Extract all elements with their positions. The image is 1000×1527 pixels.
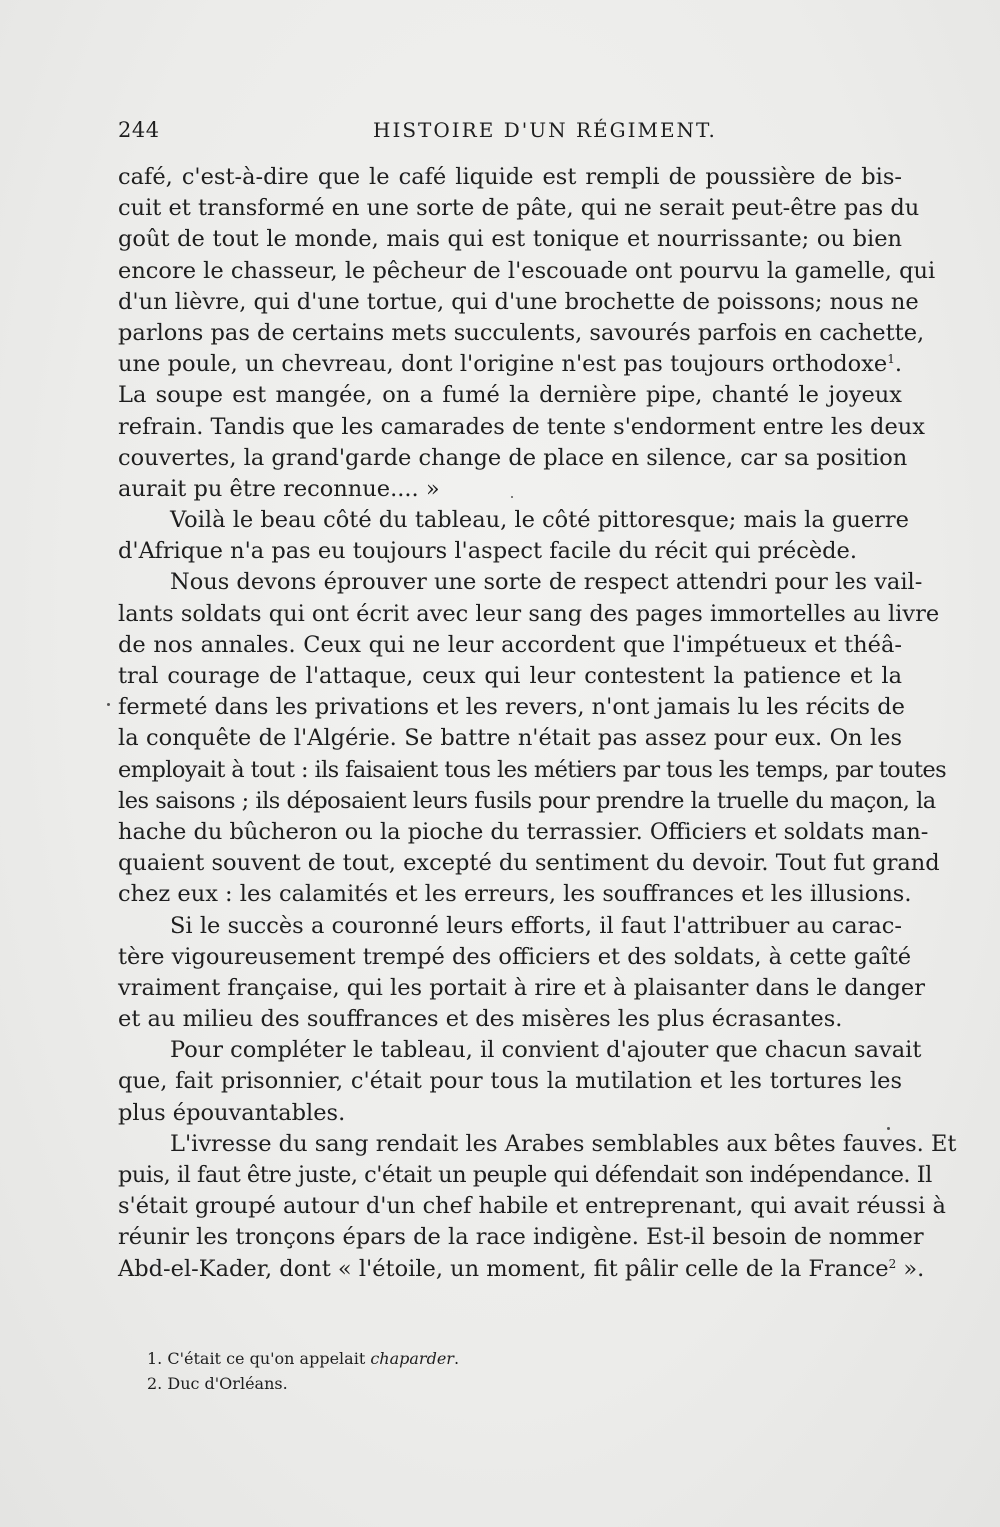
text-line-with-footnote-2 xyxy=(118,1254,925,1285)
text-line: cuit et transformé en une sorte de pâte, qui ne serait peut-être pas du xyxy=(118,195,920,222)
text-line: les saisons ; ils déposaient leurs fusils pour prendre la truelle du maçon, la xyxy=(118,787,936,814)
text-line: vraiment française, qui les portait à rire et à plaisanter dans le danger xyxy=(118,974,925,1001)
footnote-2 xyxy=(147,1371,847,1396)
text-line: lants soldats qui ont écrit avec leur sang des pages immortelles au livre xyxy=(118,600,940,627)
text-line-content: une poule, un chevreau, dont l'origine n'est pas toujours orthodoxe xyxy=(118,351,888,378)
footnote-1-text: C'était ce qu'on appelait xyxy=(167,1349,366,1368)
text-line: d'un lièvre, qui d'une tortue, qui d'une brochette de poissons; nous ne xyxy=(118,288,919,315)
text-line-content: Abd-el-Kader, dont « l'étoile, un moment, fit pâlir celle de la France xyxy=(118,1255,889,1282)
footnote-ref-1: 1 xyxy=(887,352,895,367)
text-line: La soupe est mangée, on a fumé la dernière pipe, chanté le joyeux xyxy=(118,382,902,409)
page-number: 244 xyxy=(118,118,160,142)
running-head xyxy=(118,118,898,150)
text-line: couvertes, la grand'garde change de place en silence, car sa position xyxy=(118,444,908,471)
footnote-1-italic: chaparder xyxy=(370,1349,454,1368)
text-line: aurait pu être reconnue.... » xyxy=(118,475,440,502)
paper-speck xyxy=(887,1127,890,1130)
paragraph-start: Si le succès a couronné leurs efforts, il faut l'attribuer au carac- xyxy=(170,912,902,939)
body-text xyxy=(118,162,957,1285)
footnote-2-number: 2. xyxy=(147,1374,163,1393)
text-line: puis, il faut être juste, c'était un peuple qui défendait son indépendance. Il xyxy=(118,1162,932,1188)
footnote-ref-1-trailing: . xyxy=(894,351,902,378)
text-line-with-footnote-1 xyxy=(118,349,902,380)
text-line: réunir les tronçons épars de la race indigène. Est-il besoin de nommer xyxy=(118,1224,924,1251)
footnotes xyxy=(147,1346,847,1396)
text-line: goût de tout le monde, mais qui est tonique et nourrissante; ou bien xyxy=(118,226,902,253)
text-line: refrain. Tandis que les camarades de tente s'endorment entre les deux xyxy=(118,413,925,440)
footnote-1-number: 1. xyxy=(147,1349,163,1368)
text-line: que, fait prisonnier, c'était pour tous la mutilation et les tortures les xyxy=(118,1068,902,1095)
text-line: tère vigoureusement trempé des officiers et des soldats, à cette gaîté xyxy=(118,943,912,970)
text-line: chez eux : les calamités et les erreurs, les souffrances et les illusions. xyxy=(118,881,912,908)
paragraph-start: L'ivresse du sang rendait les Arabes semblables aux bêtes fauves. Et xyxy=(170,1130,957,1157)
paper-speck xyxy=(107,703,110,706)
footnote-ref-2: 2 xyxy=(888,1256,897,1271)
footnote-2-text: Duc d'Orléans. xyxy=(167,1374,288,1393)
text-line: tral courage de l'attaque, ceux qui leur contestent la patience et la xyxy=(118,663,902,689)
paragraph-start: Voilà le beau côté du tableau, le côté pittoresque; mais la guerre xyxy=(170,507,909,534)
paragraph-start: Nous devons éprouver une sorte de respect attendri pour les vail- xyxy=(170,569,923,596)
footnote-1-end: . xyxy=(453,1349,460,1368)
footnote-ref-2-trailing: ». xyxy=(896,1255,925,1282)
text-line: et au milieu des souffrances et des misères les plus écrasantes. xyxy=(118,1006,843,1033)
text-line: parlons pas de certains mets succulents, savourés parfois en cachette, xyxy=(118,319,925,346)
text-line: encore le chasseur, le pêcheur de l'escouade ont pourvu la gamelle, qui xyxy=(118,257,936,284)
text-line: hache du bûcheron ou la pioche du terrassier. Officiers et soldats man- xyxy=(118,818,929,845)
text-line: plus épouvantables. xyxy=(118,1099,346,1126)
text-line: la conquête de l'Algérie. Se battre n'était pas assez pour eux. On les xyxy=(118,725,902,752)
text-line: café, c'est-à-dire que le café liquide est rempli de poussière de bis- xyxy=(118,164,902,190)
paragraph-start: Pour compléter le tableau, il convient d'ajouter que chacun savait xyxy=(170,1037,922,1064)
text-line: d'Afrique n'a pas eu toujours l'aspect facile du récit qui précède. xyxy=(118,538,858,565)
running-title: HISTOIRE D'UN RÉGIMENT. xyxy=(373,118,717,142)
text-line: fermeté dans les privations et les revers, n'ont jamais lu les récits de xyxy=(118,694,905,721)
text-line: employait à tout : ils faisaient tous les métiers par tous les temps, par toutes xyxy=(118,756,947,783)
text-line: s'était groupé autour d'un chef habile et entreprenant, qui avait réussi à xyxy=(118,1193,946,1220)
text-line: quaient souvent de tout, excepté du sentiment du devoir. Tout fut grand xyxy=(118,850,940,877)
text-line: de nos annales. Ceux qui ne leur accordent que l'impétueux et théâ- xyxy=(118,631,902,658)
footnote-1 xyxy=(147,1346,847,1371)
paper-speck xyxy=(511,496,513,498)
